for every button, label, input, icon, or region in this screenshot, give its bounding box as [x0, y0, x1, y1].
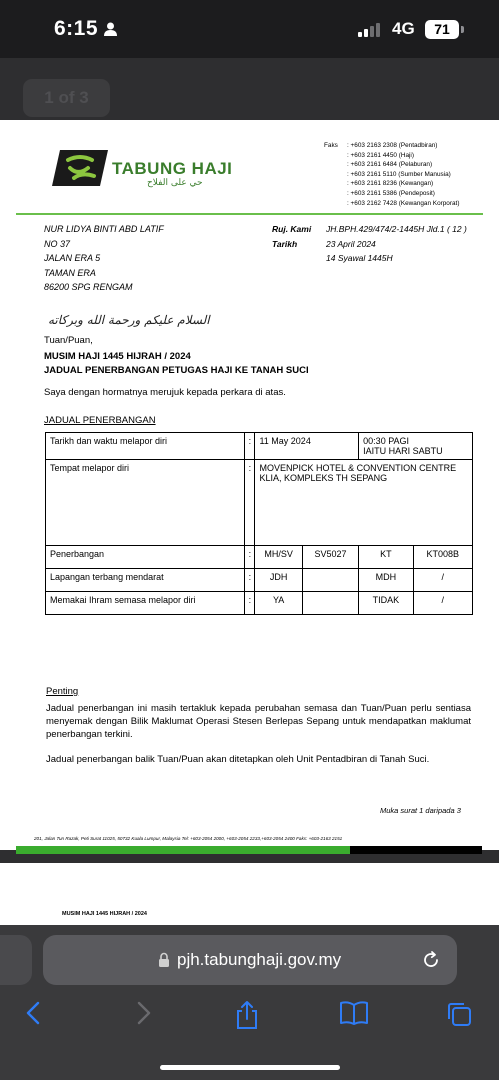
- colon: :: [245, 433, 255, 460]
- contact-line: : +603 2162 7428 (Kewangan Korporat): [347, 199, 460, 207]
- time-value: [359, 433, 473, 460]
- logo-arabic: حي على الفلاح: [147, 178, 203, 188]
- time-line: 00:30 PAGI: [363, 436, 410, 446]
- footer-bar-green: [16, 846, 350, 854]
- page-number: Muka surat 1 daripada 3: [380, 806, 461, 815]
- flight-schedule-table: [45, 432, 473, 615]
- colon: :: [245, 569, 255, 592]
- row-label: Penerbangan: [46, 546, 245, 569]
- bookmarks-icon[interactable]: [339, 1000, 369, 1031]
- browser-toolbar: [0, 925, 499, 1080]
- reference-labels: [272, 222, 311, 251]
- cell: JDH: [255, 569, 302, 592]
- date-value: 11 May 2024: [255, 433, 359, 460]
- document-page-2: [0, 863, 499, 933]
- cell: YA: [255, 592, 302, 615]
- lock-icon: [158, 952, 170, 973]
- document-viewer[interactable]: [0, 58, 499, 928]
- table-row: [46, 592, 473, 615]
- ruj-value: JH.BPH.429/474/2-1445H Jld.1 ( 12 ): [326, 224, 467, 234]
- subject-line-1: MUSIM HAJI 1445 HIJRAH / 2024: [44, 351, 191, 362]
- fax-label: Faks: [324, 142, 338, 149]
- cell: [302, 569, 358, 592]
- subject-line-2: JADUAL PENERBANGAN PETUGAS HAJI KE TANAH SUCI: [44, 364, 309, 376]
- contact-line: : +603 2161 5110 (Sumber Manusia): [347, 170, 451, 178]
- battery-icon: 71: [425, 20, 459, 39]
- colon: :: [245, 546, 255, 569]
- signal-icon: [358, 23, 382, 42]
- address-line: TAMAN ERA: [44, 267, 96, 278]
- address-bar[interactable]: [43, 935, 457, 985]
- address-line: NUR LIDYA BINTI ABD LATIF: [44, 224, 164, 234]
- table-row: [46, 569, 473, 592]
- logo-text: TABUNG HAJI: [112, 159, 233, 178]
- share-icon[interactable]: [234, 1000, 260, 1035]
- previous-tab[interactable]: [0, 935, 32, 985]
- cell: TIDAK: [359, 592, 413, 615]
- tabs-icon[interactable]: [445, 1000, 473, 1033]
- cell: /: [413, 592, 472, 615]
- status-bar: [0, 0, 499, 58]
- intro-text: Saya dengan hormatnya merujuk kepada perkara di atas.: [44, 387, 286, 398]
- tarikh-label: Tarikh: [272, 238, 298, 249]
- cell: MH/SV: [255, 546, 302, 569]
- cell: KT008B: [413, 546, 472, 569]
- page-indicator: 1 of 3: [23, 79, 110, 117]
- table-row: [46, 460, 473, 546]
- clock: 6:15: [54, 17, 99, 40]
- arabic-greeting: السلام عليكم ورحمة الله وبركاته: [48, 313, 210, 327]
- location-line: MOVENPICK HOTEL & CONVENTION CENTRE: [259, 463, 457, 473]
- row-label: Memakai Ihram semasa melapor diri: [46, 592, 245, 615]
- cell: SV5027: [302, 546, 358, 569]
- tarikh-value: 23 April 2024: [326, 238, 376, 249]
- colon: :: [245, 460, 255, 546]
- table-row: [46, 433, 473, 460]
- tabung-haji-logo-icon: [50, 148, 110, 193]
- cell: MDH: [359, 569, 413, 592]
- important-note: Jadual penerbangan ini masih tertakluk kepada perubahan semasa dan Tuan/Puan perlu sentiasa menyemak dengan Bilik Maklumat Operasi Stesen Berlepas Sepang untuk mendapatkan maklumat penerbangan terkini.: [46, 703, 471, 741]
- address-line: NO 37: [44, 238, 71, 249]
- url-text: pjh.tabunghaji.gov.my: [177, 950, 342, 969]
- back-icon[interactable]: [24, 1000, 44, 1031]
- location-line: KLIA, KOMPLEKS TH SEPANG: [259, 473, 388, 483]
- important-title: Penting: [46, 686, 79, 697]
- salutation: Tuan/Puan,: [44, 335, 93, 346]
- subject: [44, 350, 309, 377]
- day-line: IAITU HARI SABTU: [363, 446, 443, 456]
- row-label: Tarikh dan waktu melapor diri: [46, 433, 245, 460]
- reload-icon[interactable]: [421, 950, 441, 975]
- contact-line: : +603 2161 6484 (Pelaburan): [347, 161, 433, 169]
- contact-line: : +603 2161 8236 (Kewangan): [347, 180, 434, 188]
- contact-line: : +603 2161 5386 (Pendeposit): [347, 189, 435, 197]
- address-line: JALAN ERA 5: [44, 253, 101, 264]
- document-page-1: [0, 120, 499, 850]
- network-type: 4G: [392, 19, 415, 38]
- battery-nub: [461, 26, 464, 33]
- row-label: Lapangan terbang mendarat: [46, 569, 245, 592]
- reference-values: [326, 222, 467, 266]
- hijri-date: 14 Syawal 1445H: [326, 253, 393, 264]
- footer-address: 201, Jalan Tun Razak, Peti Surat 11025, 50732 Kuala Lumpur, Malaysia Tel: +603-2054 2000, +603-2054 2233,+603-2054 2400 Faks: +603-2163 2151: [34, 836, 343, 841]
- address-line: 86200 SPG RENGAM: [44, 282, 133, 293]
- colon: :: [245, 592, 255, 615]
- return-flight-note: Jadual penerbangan balik Tuan/Puan akan ditetapkan oleh Unit Pentadbiran di Tanah Suci.: [46, 754, 430, 765]
- cell: KT: [359, 546, 413, 569]
- location-value: [255, 460, 473, 546]
- header-divider: [16, 213, 483, 215]
- contact-line: : +603 2163 2308 (Pentadbiran): [347, 142, 438, 149]
- footer-bar-black: [350, 846, 482, 854]
- row-label: Tempat melapor diri: [46, 460, 245, 546]
- person-icon: [104, 22, 117, 41]
- page2-title: MUSIM HAJI 1445 HIJRAH / 2024: [62, 911, 147, 917]
- contact-line: : +603 2161 4450 (Haji): [347, 151, 414, 159]
- cell: [302, 592, 358, 615]
- section-title: JADUAL PENERBANGAN: [44, 415, 156, 426]
- table-row: [46, 546, 473, 569]
- home-indicator[interactable]: [160, 1065, 340, 1070]
- forward-icon[interactable]: [133, 1000, 153, 1031]
- cell: /: [413, 569, 472, 592]
- ruj-label: Ruj. Kami: [272, 224, 312, 234]
- recipient-address: [44, 222, 164, 295]
